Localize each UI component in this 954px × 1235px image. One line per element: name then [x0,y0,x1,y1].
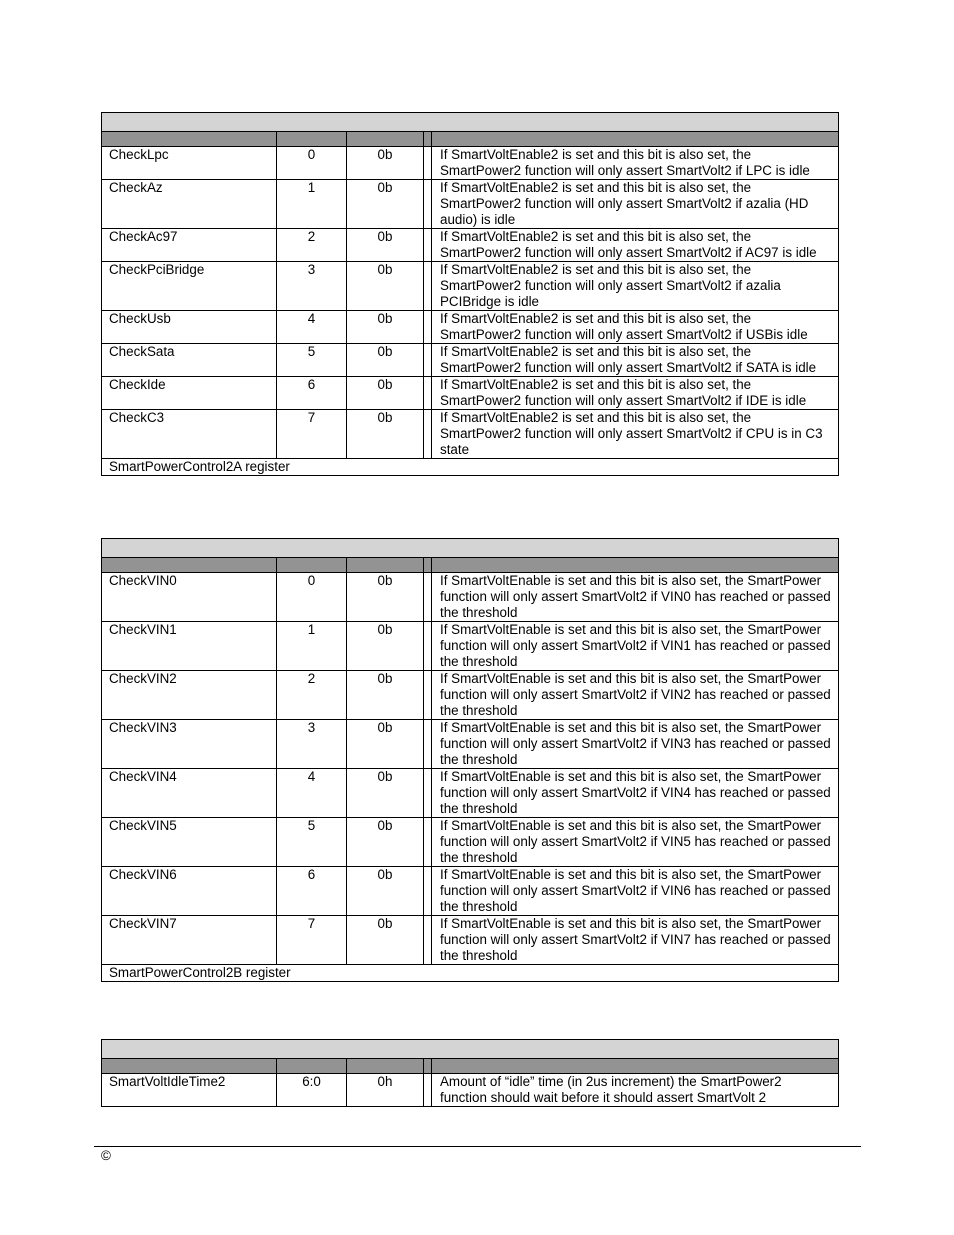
description-cell: If SmartVoltEnable is set and this bit is also set, the SmartPower function will only assert SmartVolt2 if VIN1 has reached or passed the threshold [432,622,839,671]
field-name-cell: CheckVIN3 [102,720,277,769]
default-cell: 0b [347,377,424,410]
bits-cell: 7 [277,410,347,459]
field-name-cell: CheckLpc [102,147,277,180]
default-cell: 0b [347,311,424,344]
bits-cell: 7 [277,916,347,965]
table-header-row [102,558,839,573]
table-row [102,818,839,867]
register-table-smartvoltidletime2 [101,1039,839,1107]
table-row [102,769,839,818]
field-name-cell: CheckVIN6 [102,867,277,916]
table-title-bar [102,1040,839,1059]
table-row [102,377,839,410]
description-cell: If SmartVoltEnable is set and this bit is also set, the SmartPower function will only assert SmartVolt2 if VIN2 has reached or passed the threshold [432,671,839,720]
description-cell: If SmartVoltEnable2 is set and this bit is also set, the SmartPower2 function will only assert SmartVolt2 if azalia (HD audio) is idle [432,180,839,229]
bits-cell: 3 [277,720,347,769]
default-cell: 0b [347,720,424,769]
description-cell: If SmartVoltEnable is set and this bit is also set, the SmartPower function will only assert SmartVolt2 if VIN6 has reached or passed the threshold [432,867,839,916]
bits-cell: 5 [277,344,347,377]
default-cell: 0b [347,262,424,311]
default-cell: 0b [347,180,424,229]
field-name-cell: CheckUsb [102,311,277,344]
spacer-cell [424,720,432,769]
table-row [102,573,839,622]
spacer-cell [424,410,432,459]
copyright-symbol: © [101,1148,111,1163]
spacer-cell [424,916,432,965]
footer-divider [94,1146,861,1147]
spacer-cell [424,180,432,229]
bits-cell: 6 [277,867,347,916]
description-cell: If SmartVoltEnable2 is set and this bit is also set, the SmartPower2 function will only assert SmartVolt2 if CPU is in C3 state [432,410,839,459]
description-cell: If SmartVoltEnable2 is set and this bit is also set, the SmartPower2 function will only assert SmartVolt2 if LPC is idle [432,147,839,180]
register-table-smartpowercontrol2a [101,112,839,476]
default-cell: 0b [347,818,424,867]
default-cell: 0b [347,573,424,622]
default-cell: 0b [347,769,424,818]
table-row [102,720,839,769]
description-cell: If SmartVoltEnable2 is set and this bit is also set, the SmartPower2 function will only assert SmartVolt2 if AC97 is idle [432,229,839,262]
field-name-cell: CheckVIN7 [102,916,277,965]
description-cell: If SmartVoltEnable2 is set and this bit is also set, the SmartPower2 function will only assert SmartVolt2 if SATA is idle [432,344,839,377]
table-row [102,410,839,459]
default-cell: 0b [347,867,424,916]
field-name-cell: CheckVIN1 [102,622,277,671]
table-row [102,916,839,965]
description-cell: If SmartVoltEnable is set and this bit is also set, the SmartPower function will only assert SmartVolt2 if VIN3 has reached or passed the threshold [432,720,839,769]
table-row [102,229,839,262]
field-name-cell: CheckVIN5 [102,818,277,867]
field-name-cell: CheckVIN4 [102,769,277,818]
field-name-cell: SmartVoltIdleTime2 [102,1074,277,1107]
field-name-cell: CheckSata [102,344,277,377]
spacer-cell [424,377,432,410]
field-name-cell: CheckAc97 [102,229,277,262]
default-cell: 0b [347,622,424,671]
field-name-cell: CheckVIN0 [102,573,277,622]
table-title-bar [102,113,839,132]
table-footer-row [102,965,839,982]
description-cell: If SmartVoltEnable2 is set and this bit is also set, the SmartPower2 function will only assert SmartVolt2 if USBis idle [432,311,839,344]
spacer-cell [424,311,432,344]
description-cell: If SmartVoltEnable is set and this bit is also set, the SmartPower function will only assert SmartVolt2 if VIN7 has reached or passed the threshold [432,916,839,965]
table-footer-row [102,459,839,476]
description-cell: If SmartVoltEnable is set and this bit is also set, the SmartPower function will only assert SmartVolt2 if VIN0 has reached or passed the threshold [432,573,839,622]
bits-cell: 3 [277,262,347,311]
bits-cell: 2 [277,229,347,262]
table-body [102,147,839,459]
spacer-cell [424,818,432,867]
description-cell: If SmartVoltEnable is set and this bit is also set, the SmartPower function will only assert SmartVolt2 if VIN4 has reached or passed the threshold [432,769,839,818]
table-row [102,867,839,916]
field-name-cell: CheckVIN2 [102,671,277,720]
table-row [102,147,839,180]
table-body [102,573,839,965]
description-cell: If SmartVoltEnable2 is set and this bit is also set, the SmartPower2 function will only assert SmartVolt2 if azalia PCIBridge is idle [432,262,839,311]
table-body [102,1074,839,1107]
bits-cell: 1 [277,622,347,671]
table-header-row [102,132,839,147]
spacer-cell [424,671,432,720]
default-cell: 0b [347,147,424,180]
bits-cell: 0 [277,147,347,180]
description-cell: If SmartVoltEnable is set and this bit is also set, the SmartPower function will only assert SmartVolt2 if VIN5 has reached or passed the threshold [432,818,839,867]
spacer-cell [424,573,432,622]
table-row [102,344,839,377]
default-cell: 0b [347,671,424,720]
table-row [102,262,839,311]
bits-cell: 4 [277,311,347,344]
bits-cell: 0 [277,573,347,622]
spacer-cell [424,229,432,262]
description-cell: If SmartVoltEnable2 is set and this bit is also set, the SmartPower2 function will only assert SmartVolt2 if IDE is idle [432,377,839,410]
field-name-cell: CheckC3 [102,410,277,459]
bits-cell: 5 [277,818,347,867]
spacer-cell [424,769,432,818]
field-name-cell: CheckPciBridge [102,262,277,311]
bits-cell: 2 [277,671,347,720]
table-row [102,311,839,344]
description-cell: Amount of “idle” time (in 2us increment) the SmartPower2 function should wait before it should assert SmartVolt 2 [432,1074,839,1107]
default-cell: 0b [347,344,424,377]
bits-cell: 1 [277,180,347,229]
default-cell: 0b [347,410,424,459]
bits-cell: 4 [277,769,347,818]
spacer-cell [424,147,432,180]
table-row [102,1074,839,1107]
table-row [102,180,839,229]
default-cell: 0b [347,916,424,965]
spacer-cell [424,344,432,377]
table-footer-label: SmartPowerControl2B register [102,965,839,982]
default-cell: 0b [347,229,424,262]
table-row [102,671,839,720]
spacer-cell [424,1074,432,1107]
table-footer-label: SmartPowerControl2A register [102,459,839,476]
table-header-row [102,1059,839,1074]
spacer-cell [424,867,432,916]
field-name-cell: CheckIde [102,377,277,410]
default-cell: 0h [347,1074,424,1107]
table-title-bar [102,539,839,558]
table-row [102,622,839,671]
spacer-cell [424,262,432,311]
bits-cell: 6:0 [277,1074,347,1107]
spacer-cell [424,622,432,671]
field-name-cell: CheckAz [102,180,277,229]
bits-cell: 6 [277,377,347,410]
register-table-smartpowercontrol2b [101,538,839,982]
